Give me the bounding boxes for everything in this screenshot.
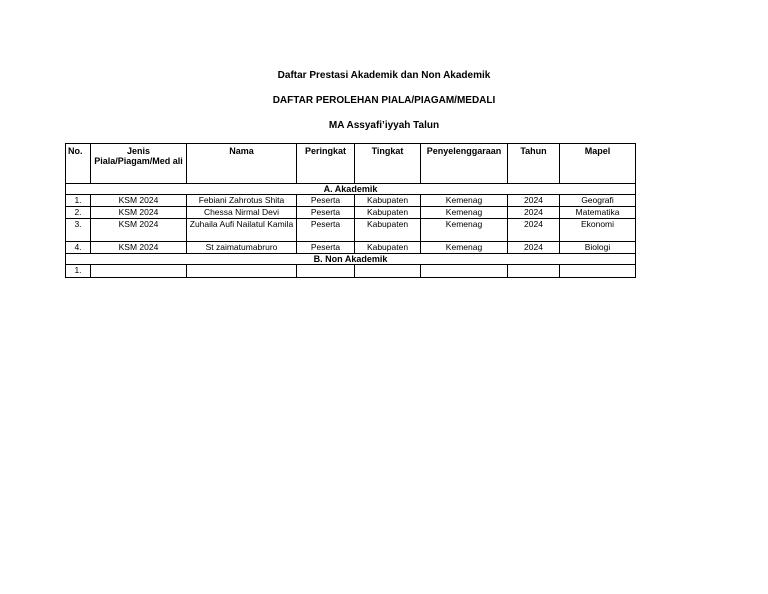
table-row [66, 265, 636, 278]
cell-mapel [560, 265, 636, 278]
achievement-table [65, 143, 636, 278]
cell-tahun: 2024 [508, 242, 560, 254]
cell-nama: Febiani Zahrotus Shita [187, 195, 297, 207]
cell-nama: Chessa Nirmal Devi [187, 207, 297, 219]
cell-penyelenggaraan: Kemenag [421, 219, 508, 242]
section-akademik-label: A. Akademik [66, 184, 636, 195]
cell-peringkat [297, 265, 355, 278]
cell-peringkat: Peserta [297, 195, 355, 207]
school-name: MA Assyafi’iyyah Talun [328, 120, 440, 131]
cell-tahun: 2024 [508, 207, 560, 219]
section-row-non-akademik [66, 254, 636, 265]
cell-tahun: 2024 [508, 195, 560, 207]
cell-nama: Zuhaila Aufi Nailatul Kamila [187, 219, 297, 242]
cell-nama [187, 265, 297, 278]
cell-peringkat: Peserta [297, 242, 355, 254]
table-row [66, 207, 636, 219]
table-header-row [66, 144, 636, 184]
cell-nama: St zaimatumabruro [187, 242, 297, 254]
header-tahun: Tahun [508, 144, 560, 184]
cell-tahun: 2024 [508, 219, 560, 242]
header-tingkat: Tingkat [355, 144, 421, 184]
cell-tingkat: Kabupaten [355, 195, 421, 207]
cell-tingkat: Kabupaten [355, 242, 421, 254]
cell-penyelenggaraan: Kemenag [421, 242, 508, 254]
document-title: Daftar Prestasi Akademik dan Non Akademik [277, 70, 491, 81]
cell-no: 1. [66, 265, 91, 278]
cell-penyelenggaraan: Kemenag [421, 195, 508, 207]
cell-penyelenggaraan [421, 265, 508, 278]
cell-no: 4. [66, 242, 91, 254]
header-peringkat: Peringkat [297, 144, 355, 184]
table-row [66, 242, 636, 254]
document-subtitle: DAFTAR PEROLEHAN PIALA/PIAGAM/MEDALI [272, 95, 496, 106]
cell-tingkat: Kabupaten [355, 219, 421, 242]
cell-peringkat: Peserta [297, 207, 355, 219]
cell-tingkat [355, 265, 421, 278]
cell-mapel: Geografi [560, 195, 636, 207]
cell-tahun [508, 265, 560, 278]
header-nama: Nama [187, 144, 297, 184]
cell-jenis [91, 265, 187, 278]
section-row-akademik [66, 184, 636, 195]
cell-mapel: Matematika [560, 207, 636, 219]
header-jenis: Jenis Piala/Piagam/Med ali [91, 144, 187, 184]
cell-no: 1. [66, 195, 91, 207]
cell-jenis: KSM 2024 [91, 219, 187, 242]
header-penyelenggaraan: Penyelenggaraan [421, 144, 508, 184]
cell-no: 2. [66, 207, 91, 219]
section-non-akademik-label: B. Non Akademik [66, 254, 636, 265]
cell-mapel: Ekonomi [560, 219, 636, 242]
table-row [66, 219, 636, 242]
cell-jenis: KSM 2024 [91, 207, 187, 219]
cell-mapel: Biologi [560, 242, 636, 254]
table-row [66, 195, 636, 207]
cell-jenis: KSM 2024 [91, 195, 187, 207]
cell-peringkat: Peserta [297, 219, 355, 242]
cell-tingkat: Kabupaten [355, 207, 421, 219]
header-no: No. [66, 144, 91, 184]
cell-no: 3. [66, 219, 91, 242]
cell-penyelenggaraan: Kemenag [421, 207, 508, 219]
header-mapel: Mapel [560, 144, 636, 184]
cell-jenis: KSM 2024 [91, 242, 187, 254]
